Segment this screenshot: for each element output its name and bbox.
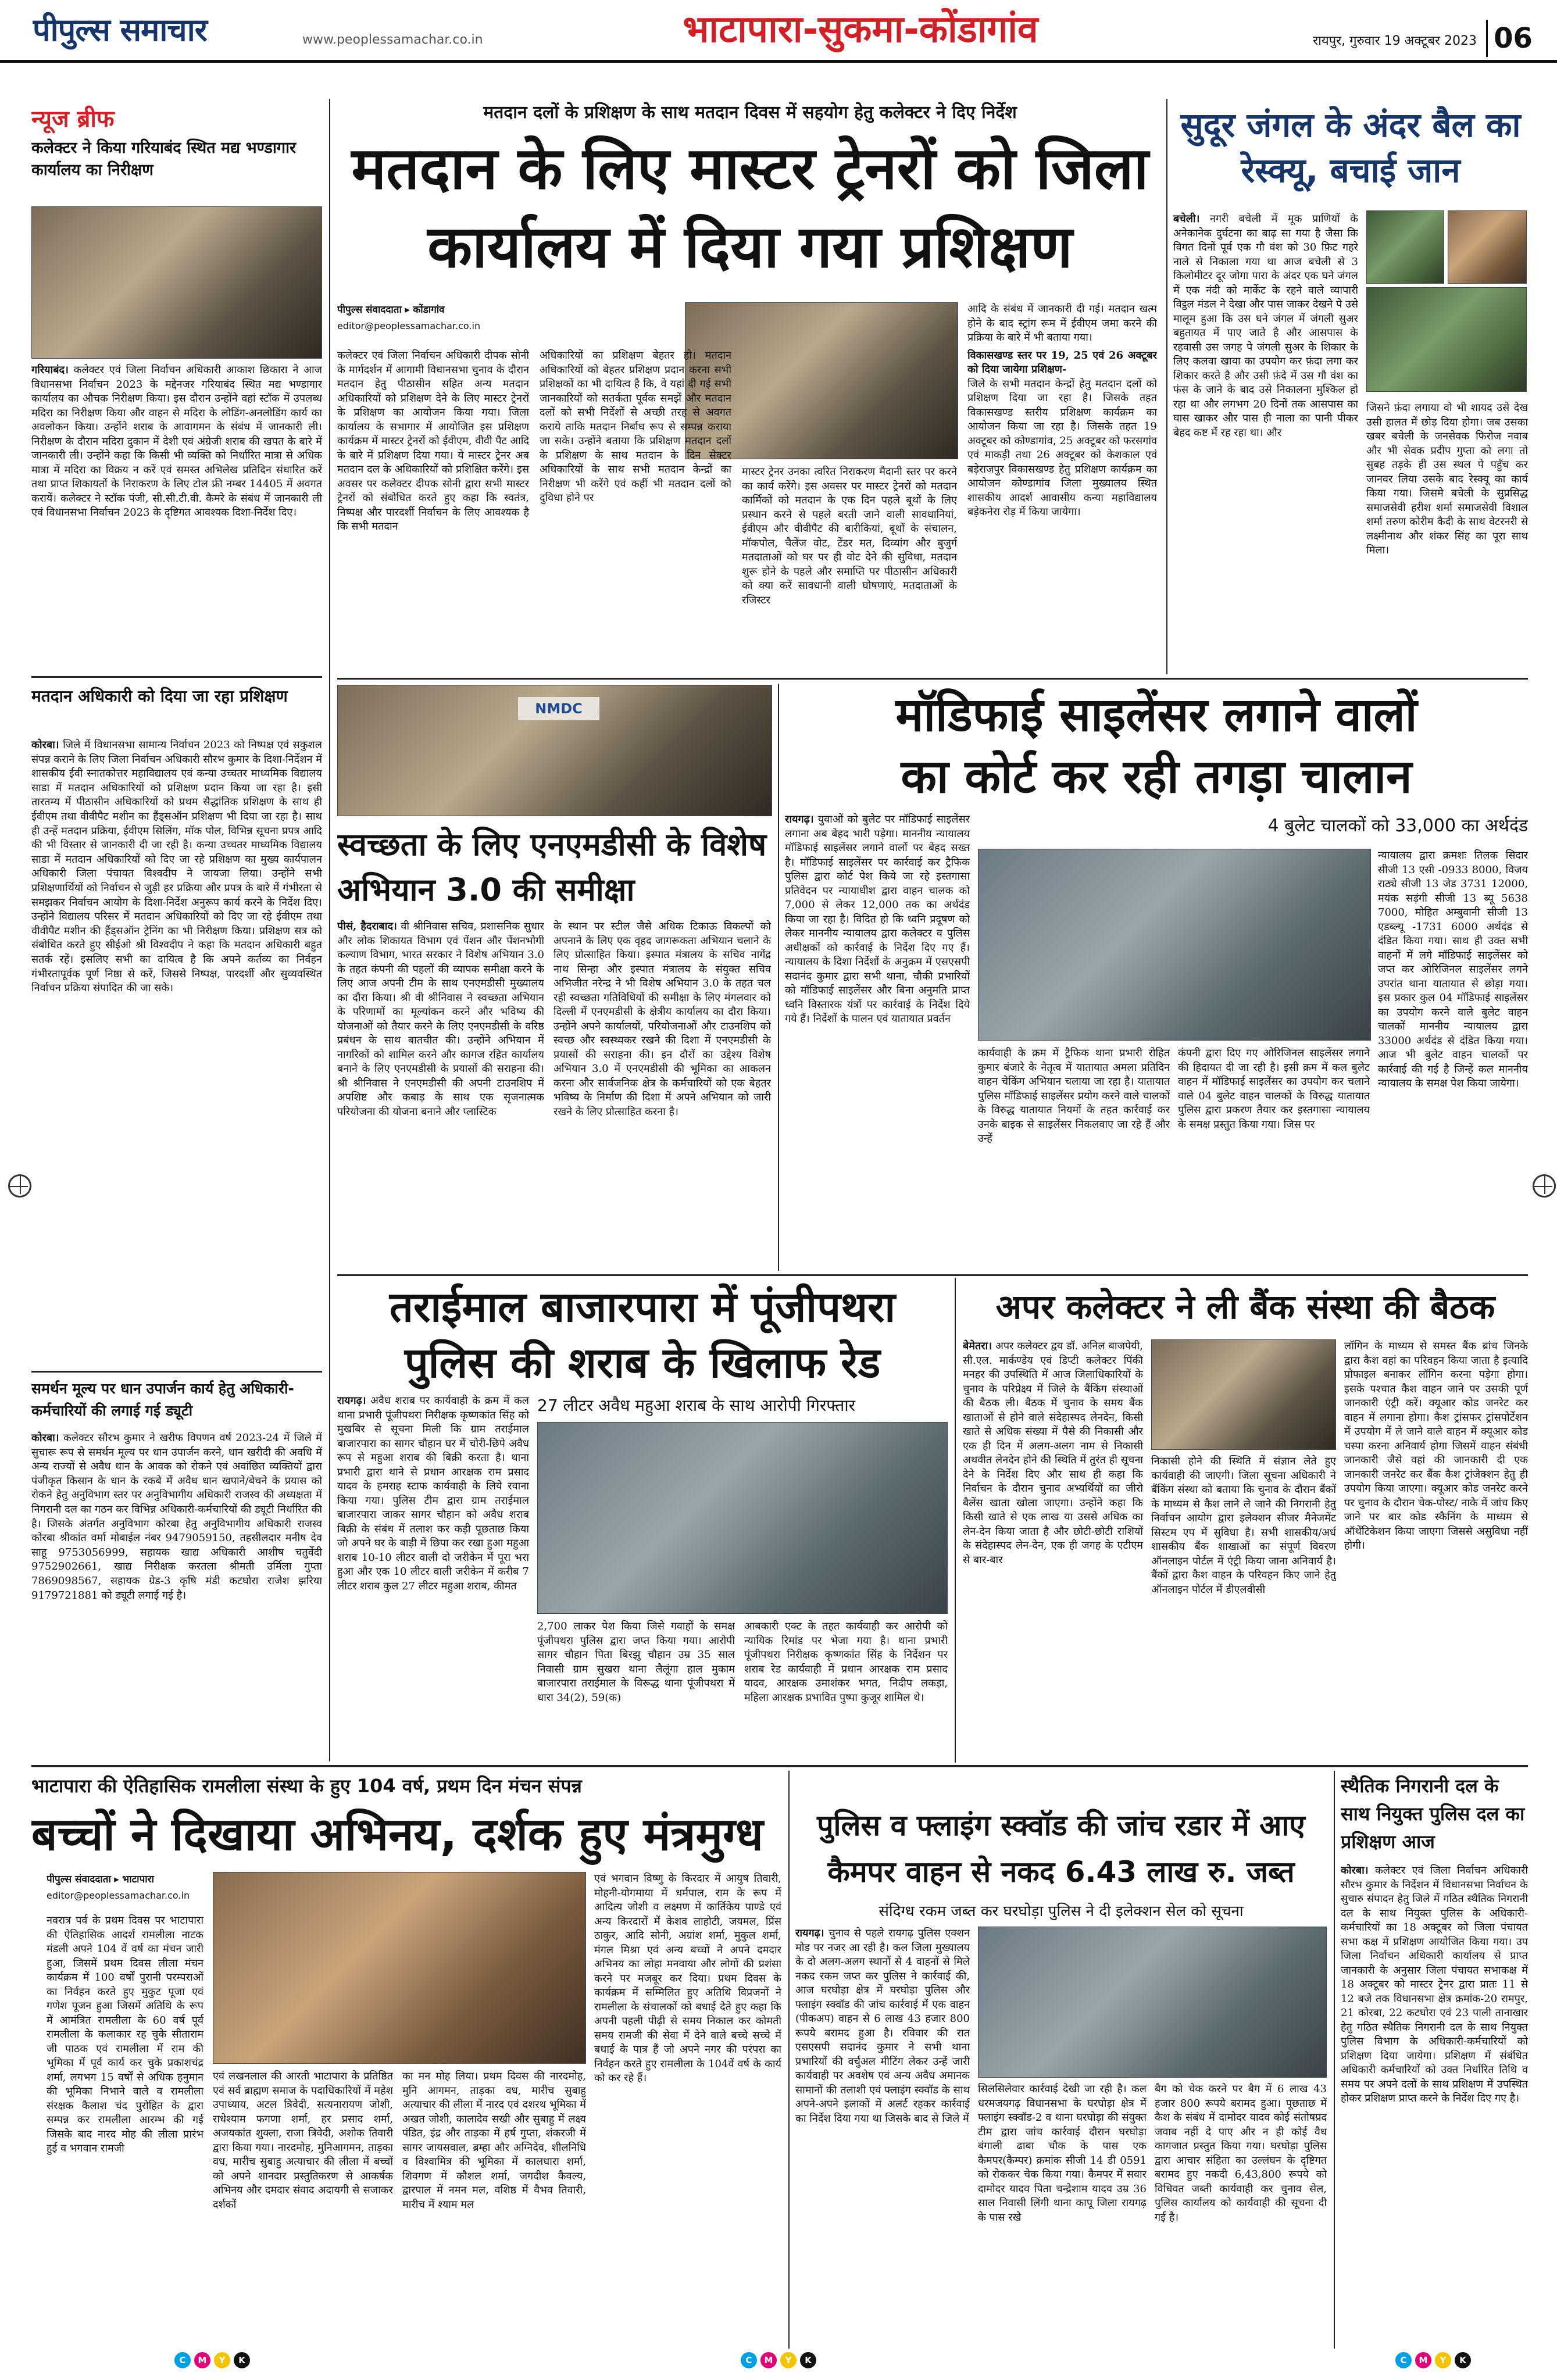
left-story3-dateline: कोरबा। xyxy=(31,1432,59,1444)
flying-headline-line2: कैमपर वाहन से नकद 6.43 लाख रु. जब्त xyxy=(827,1855,1295,1889)
left-story2-body xyxy=(31,738,322,1343)
silencer-headline-line1: मॉडिफाई साइलेंसर लगाने वालों xyxy=(895,688,1417,742)
nmdc-col2: के स्थान पर स्टील जैसे अधिक टिकाऊ विकल्पों को अपनाने के लिए एक वृहद जागरूकता अभियान चलाने के लिए प्रोत्साहित किया। इस्पात मंत्रालय के सचिव नागेंद्र नाथ सिन्हा और इस्पात मंत्रालय के संयुक्त सचिव अभिजीत नरेन्द्र ने भी विशेष अभियान 3.0 के तहत चल रही स्वच्छता गतिविधियों की समीक्षा के लिए मंगलवार को दिल्ली में एनएमडीसी के क्षेत्रीय कार्यालय का दौरा किया। उन्होंने अपने कार्यालयों, परियोजनाओं और टाउनशिप को स्वच्छ और स्वस्थ्यकर रखने की दिशा में एनएमडीसी के प्रयासों की सराहना की। इन दौरों का उद्देश्य विशेष अभियान 3.0 में एनएमडीसी की भूमिका का आकलन करना और सार्वजनिक क्षेत्र के कर्मचारियों को एक बेहतर भविष्य के निर्माण की दिशा में अपने अभियान को जारी रखने के लिए प्रोत्साहित करना है। xyxy=(553,920,771,1118)
left-story2-headline: मतदान अधिकारी को दिया जा रहा प्रशिक्षण xyxy=(31,687,288,706)
lead-col4 xyxy=(967,302,1157,674)
raid-headline-line1: तराईमाल बाजारपारा में पूंजीपथरा xyxy=(389,1282,896,1331)
silencer-photo xyxy=(978,849,1371,1041)
rescue-body xyxy=(1173,212,1358,671)
bank-col2: निकासी होने की स्थिति में संज्ञान लेते हुए कार्यवाही की जाएगी। जिला सूचना अधिकारी ने बैंकिंग संस्था को बताया कि चुनाव के दौरान बैंकों के माध्यम से कैश लाने ले जाने की निगरानी हेतु निर्वाचन आयोग द्वारा इलेक्शन सीजर मैनेजमेंट सिस्टम एप में सुविधा है। सभी शासकीय/अर्ध शासकीय बैंक शाखाओं का संपूर्ण विवरण ऑनलाइन पोर्टल में एंट्री किया जाना अनिवार्य है। बैंकों द्वारा कैश वाहन के परिवहन किए जाने हेतु ऑनलाइन पोर्टल में डीएलवीसी xyxy=(1151,1455,1336,1596)
rescue-photo-1 xyxy=(1366,210,1444,284)
divider xyxy=(337,678,1528,680)
lead-col4-subhead: विकासखण्ड स्तर पर 19, 25 एवं 26 अक्टूबर को दिया जायेगा प्रशिक्षण- xyxy=(967,349,1157,376)
cmyk-bar-right xyxy=(1384,2352,1483,2372)
left-story2-text: जिले में विधानसभा सामान्य निर्वाचन 2023 को निष्पक्ष एवं सकुशल संपन्न कराने के लिए जिला निर्वाचन अधिकारी सौरभ कुमार के दिशा-निर्देशन में शासकीय ईवी स्नातकोत्तर महाविद्यालय एवं कन्या उच्चतर माध्यमिक विद्यालय साडा में मतदान अधिकारियों को प्रशिक्षण प्रदान किया जा रहा है। इसी तारतम्य में पीठासीन अधिकारियों को प्रथम सैद्धांतिक प्रशिक्षण के साथ ही ईवीएम तथा वीवीपैट मशीन का हैंड्सऑन प्रशिक्षण भी दिया जा रहा है। साथ ही उन्हें मतदान प्रक्रिया, ईवीएम सिलिंग, मॉक पोल, विभिन्न सूचना प्रपत्र आदि की भी विस्तार से जानकारी दी जा रही है। कन्या उच्चतर माध्यमिक विद्यालय साडा में मतदान अधिकारियों को दिए जा रहे प्रशिक्षण का मुख्य कार्यपालन अधिकारी जिला पंचायत विश्वदीप ने जायजा लिया। उन्होंने सभी प्रशिक्षणार्थियों को निर्वाचन से जुड़ी हर प्रक्रिया और प्रपत्र के बारे में गंभीरता से समझकर निर्वाचन आयोग के दिशा-निर्देश अनुरूप कार्य करने के निर्देश दिए। उन्होंने विद्यालय परिसर में मतदान अधिकारियों को दिए जा रहे ईवीएम तथा वीवीपैट मशीन की हैंड्सऑन ट्रेनिंग का भी निरीक्षण किया। प्रशिक्षण सत्र को संबोधित करते हुए सीईओ श्री विश्वदीप ने कहा कि मतदान अधिकारी बहुत सतर्क रहें। इसलिए सभी का दायित्व है कि अपने कर्तव्य का निर्वहन गंभीरतापूर्वक पूर्ण निष्ठा से करें, जिससे निष्पक्ष, पारदर्शी और सुव्यवस्थित निर्वाचन प्रक्रिया संपादित की जा सके। xyxy=(31,739,322,995)
nigrani-headline: स्थैतिक निगरानी दल के साथ नियुक्त पुलिस दल का प्रशिक्षण आज xyxy=(1341,1775,1525,1853)
lead-byline: पीपुल्स संवाददाता ▸ कोंडागांव editor@peoplessamachar.co.in xyxy=(337,302,529,340)
nigrani-body xyxy=(1341,1864,1528,2347)
silencer-headline-line2: का कोर्ट कर रही तगड़ा चालान xyxy=(901,749,1412,803)
silencer-subhead: 4 बुलेट चालकों को 33,000 का अर्थदंड xyxy=(1267,816,1528,836)
cmyk-y: Y xyxy=(780,2352,797,2368)
column-divider xyxy=(329,99,330,1761)
cmyk-bar-left xyxy=(163,2352,262,2372)
divider xyxy=(337,1274,1528,1276)
rescue-photo-2 xyxy=(1448,210,1527,284)
bank-col3: लॉगिन के माध्यम से समस्त बैंक ब्रांच जिनके द्वारा कैश वहां का परिवहन किया जाता है इत्यादि प्रोफाइल बनाकर लॉगिन करना पड़ेगा होगा। इसके पश्चात कैश वाहन जाने पर उसकी पूर्ण जानकारी एंट्री करें। क्यूआर कोड जनरेट कर वाहन में लगाना होगा। कैश ट्रांसफर ट्रांसपोर्टेशन में उपयोग में ले जाने वाले वाहन में क्यूआर कोड चस्पा करना अनिवार्य होगा जिसमें वाहन संबंधी जानकारी जैसे वहां की जानकारी दी एक जानकारी जनरेट कर बैंक कैश ट्रांजेक्शन हेतु ही उपयोग किया जाएगा। क्यूआर कोड जनरेट करने पर चुनाव के दौरान चेक-पोस्ट/ नाके में जांच किए जाने पर बार कोड स्कैनिंग के माध्यम से ऑथेंटिकेशन किया जाएगा जिससे असुविधा नहीं होगी। xyxy=(1344,1340,1528,1552)
registration-mark-icon xyxy=(1533,1174,1556,1198)
masthead-url: www.peoplessamachar.co.in xyxy=(302,33,483,47)
raid-col1-text: अवैध शराब पर कार्यवाही के क्रम में कल थाना प्रभारी पूंजीपथरा निरीक्षक कृष्णकांत सिंह को मुखबिर से सूचना मिली कि ग्राम तराईमाल बाजारपारा का सागर चौहान घर में चोरी-छिपे अवैध रूप से महुआ शराब की बिक्री करता है। थाना प्रभारी द्वारा थाने से प्रधान आरक्षक राम प्रसाद यादव के हमराह स्टाफ कार्यवाही के लिये रवाना किया गया। पुलिस टीम द्वारा ग्राम तराईमाल बाजारपारा जाकर सागर चौहान को अवैध शराब बिक्री के संबंध में तलाश कर कड़ी पूछताछ किया जो अपने घर के बाड़ी में छिपा कर रखा हुआ महुआ शराब 10-10 लीटर वाली दो जरीकेन में पूरा भरा हुआ और एक 10 लीटर वाली जरीकेन में करीब 7 लीटर शराब कुल 27 लीटर महुआ शराब, कीमत xyxy=(337,1395,529,1592)
brief-headline: कलेक्टर ने किया गरियाबंद स्थित मद्य भण्डागार कार्यालय का निरीक्षण xyxy=(31,139,297,179)
brief-body xyxy=(31,363,322,671)
ramleela-byline-reporter: पीपुल्स संवाददाता xyxy=(47,1874,111,1885)
raid-photo xyxy=(537,1422,948,1614)
divider xyxy=(31,676,322,678)
lead-byline-reporter: पीपुल्स संवाददाता xyxy=(337,304,402,316)
bank-dateline: बेमेतरा। xyxy=(963,1340,992,1352)
ramleela-kicker: भाटापारा की ऐतिहासिक रामलीला संस्था के हुए 104 वर्ष, प्रथम दिन मंचन संपन्न xyxy=(31,1775,582,1797)
silencer-col2: कार्यवाही के क्रम में ट्रैफिक थाना प्रभारी रोहित कुमार बंजारे के नेतृत्व में यातायात अमला प्रतिदिन वाहन चेकिंग अभियान चलाया जा रहा है। यातायात पुलिस मॉडिफाई साइलेंसर प्रयोग करने वाले चालकों के विरुद्ध यातायात नियमों के तहत कार्रवाई कर उनके बाइक से साइलेंसर निकलवाए जा रहे हैं और उन्हें xyxy=(978,1047,1170,1145)
lead-col3: मास्टर ट्रेनर उनका त्वरित निराकरण मैदानी स्तर पर करने का कार्य करेंगे। इस अवसर पर मास्टर ट्रेनरों को मतदान कार्मिकों को मतदान के एक दिन पहले बूथों के लिए प्रस्थान करने से पहले बरती जाने वाली सावधानियां, ईवीएम और वीवीपैट की बारीकियां, बूथों के संचालन, मॉकपोल, चैलेंज वोट, टेंडर मत, दिव्यांग और बुजुर्ग मतदाताओं को घर पर ही वोट देने की सुविधा, मतदान शुरू होने के पहले और समाप्ति पर पीठासीन अधिकारी को क्या करें सावधानी वाली घोषणाएं, मतदाताओं के रजिस्टर xyxy=(742,466,957,606)
ramleela-col2: एवं लखनलाल की आरती भाटापारा के प्रतिष्ठित एवं सर्व ब्राह्मण समाज के पदाधिकारियों में महेश उपाध्याय, अटल त्रिवेदी, सत्यनारायण जोशी, राधेश्याम फगणा शर्मा, हर प्रसाद शर्मा, अजयकांत शुक्ला, राजा त्रिवेदी, अशोक तिवारी द्वारा किया गया। नारदमोह, मुनिआगमन, ताड़का वध, मारीच सुबाहु अत्याचार की लीला में बच्चों को अपने शानदार प्रस्तुतिकरण से आकर्षक अभिनय और दमदार संवाद अदायगी से सजाकर दर्शकों xyxy=(213,2070,393,2211)
brief-label: न्यूज ब्रीफ xyxy=(31,106,115,133)
lead-col1: कलेक्टर एवं जिला निर्वाचन अधिकारी दीपक सोनी के मार्गदर्शन में आगामी विधानसभा चुनाव के दौरान मतदान हेतु पीठासीन सहित अन्य मतदान अधिकारियों को प्रशिक्षण देने के लिए मास्टर ट्रेनरों के प्रशिक्षण का आयोजन किया गया। जिला कार्यालय के सभागार में आयोजित इस प्रशिक्षण कार्यक्रम में मास्टर ट्रेनरों को ईवीएम, वीवी पैट आदि के बारे में प्रशिक्षण दिया गया। ये मास्टर ट्रेनर अब मतदान दल के अधिकारियों को प्रशिक्षित करेंगे। इस अवसर पर कलेक्टर दीपक सोनी द्वारा सभी मास्टर ट्रेनरों को संबोधित करते हुए कहा कि स्वतंत्र, निष्पक्ष और पारदर्शी निर्वाचन के लिए आवश्यक है कि सभी मतदान xyxy=(337,349,529,533)
flying-col3: बैग को चेक करने पर बैग में 6 लाख 43 हजार 800 रूपये बरामद हुआ। पूछताछ में कैश के संबंध में दामोदर यादव कोई संतोषप्रद जवाब नहीं दे पाए और न ही कोई वैध कागजात प्रस्तुत किया गया। घरघोड़ा पुलिस द्वारा आचार संहिता का उल्लंघन के दृष्टिगत बरामद हुए नकदी 6,43,800 रूपये को विधिवत जब्ती कार्यवाही कर चुनाव सेल, पुलिस कार्यालय को कार्यवाही की सूचना दी गई है। xyxy=(1155,2083,1327,2224)
cmyk-m: M xyxy=(760,2352,777,2368)
lead-headline-line2: कार्यालय में दिया गया प्रशिक्षण xyxy=(427,213,1073,281)
nigrani-text: कलेक्टर एवं जिला निर्वाचन अधिकारी सौरभ कुमार के निर्देशन में विधानसभा निर्वाचन के सुचारु संपादन हेतु जिले में गठित स्थैतिक निगरानी दल के साथ नियुक्त पुलिस के अधिकारी-कर्मचारियों का 18 अक्टूबर को जिला पंचायत सभा कक्ष में प्रशिक्षण आयोजित किया गया। उप जिला निर्वाचन अधिकारी कार्यालय से प्राप्त जानकारी के अनुसार जिला पंचायत सभाकक्ष में 18 अक्टूबर को मास्टर ट्रेनर द्वारा प्रातः 11 से 12 बजे तक विधानसभा क्षेत्र क्रमांक-20 रामपुर, 21 कोरबा, 22 कटघोरा एवं 23 पाली तानाखार हेतु गठित स्थैतिक निगरानी दल के साथ नियुक्त पुलिस विभाग के अधिकारी-कर्मचारियों को प्रशिक्षण दिया जायेगा। प्रशिक्षण में संबंधित अधिकारी कर्मचारियों को उक्त निर्धारित तिथि व समय पर अपने दलों के साथ प्रशिक्षण में उपस्थित होकर प्रशिक्षण प्राप्त करने के निर्देश दिए गए है। xyxy=(1341,1864,1528,2104)
flying-col1-text: चुनाव से पहले रायगढ़ पुलिस एक्शन मोड पर नजर आ रही है। कल जिला मुख्यालय के दो अलग-अलग स्थानों से 4 वाहनों से मिले नकद रकम जप्त कर पुलिस ने कार्रवाई की, आज घरघोड़ा क्षेत्र में घरघोड़ा पुलिस और फ्लाइंग स्क्वॉड की जांच कार्रवाई में एक वाहन (पीकअप) वाहन से 6 लाख 43 हजार 800 रूपये बरामद हुआ है। रविवार की रात एसएसपी सदानंद कुमार ने सभी थाना प्रभारियों की वर्चुअल मीटिंग लेकर उन्हें जारी कार्यवाही पर अवशेष एवं अन्य अवैध अमानक सामानों की तलाशी एवं फ्लाइंग स्क्वॉड के साथ अपने-अपने इलाकों में अलर्ट रहकर कार्रवाई का निर्देश दिया गया था जिसके बाद से जिले में xyxy=(795,1927,970,2125)
raid-dateline: रायगढ़। xyxy=(337,1395,366,1407)
column-divider xyxy=(955,1278,956,1763)
ramleela-byline-place: भाटापारा xyxy=(122,1874,154,1885)
lead-col2: अधिकारियों का प्रशिक्षण बेहतर हो। मतदान अधिकारियों को बेहतर प्रशिक्षण प्रदान करना सभी प्रशिक्षकों का भी दायित्व है कि, वे यहां दी गई सभी जानकारियों को सतर्कता पूर्वक समझें और मतदान दलों को सभी निर्देशों से अच्छी तरह से अवगत कराये ताकि मतदान निर्बाध रूप से सम्पन्न कराया जा सके। उन्होंने बताया कि प्रशिक्षण मतदान दलों के प्रशिक्षण के साथ मतदान के दिन सेक्टर अधिकारियों के साथ सभी मतदान केन्द्रों का निरीक्षण भी करेंगे एवं कहीं भी मतदान दलों को दुविधा होने पर xyxy=(540,349,731,504)
cmyk-k: K xyxy=(800,2352,816,2368)
column-divider xyxy=(778,684,779,1271)
ramleela-byline: पीपुल्स संवाददाता ▸ भाटापारा editor@peoplessamachar.co.in xyxy=(47,1872,203,1909)
silencer-col3: कंपनी द्वारा दिए गए ओरिजिनल साइलेंसर लगाने की हिदायत दी जा रही है। इसी क्रम में कल बुलेट वाहन में मॉडिफाई साइलेंसर का उपयोग कर चलाने वाले 04 बुलेट वाहन चालकों के विरुद्ध यातायात पुलिस द्वारा प्रकरण तैयार कर इस्तगासा न्यायालय के समक्ष प्रस्तुत किया गया। जिस पर xyxy=(1178,1047,1370,1131)
rescue-photo-3 xyxy=(1366,287,1527,392)
lead-email: editor@peoplessamachar.co.in xyxy=(337,320,481,331)
bank-col1-text: अपर कलेक्टर द्वय डॉ. अनिल बाजपेयी, सी.एल. मार्कण्डेय एवं डिप्टी कलेक्टर पिंकी मनहर की उपस्थिति में आज जिलाधिकारियों के चुनाव के परिप्रेक्ष्य में जिले के बैंकिंग संस्थाओं की बैठक ली। बैठक में चुनाव के समय बैंक खाताओं से होने वाले संदेहास्पद लेनदेन, किसी खाते से अधिक संख्या में पैसे की निकासी और एक ही दिन में अलग-अलग नाम से निकासी अथवीत लेनदेन होने की स्थिति में तुरंत ही सूचना देने के निर्देश दिए और साथ ही कहा कि निर्वाचन के दौरान चुनाव अभ्यर्थियों का जीरो बैलेंस खाता खोला जाएगा। उन्होंने कहा कि किसी खाते से एक लाख या उससे अधिक का लेन-देन किया जाता है और छोटी-छोटी राशियों के संदेहास्पद लेन-देन, एक ही जगह के एटीएम से बार-बार xyxy=(963,1340,1143,1566)
nmdc-sign: NMDC xyxy=(518,697,599,720)
flying-photo xyxy=(978,1927,1327,2078)
left-story3-headline: समर्थन मूल्य पर धान उपार्जन कार्य हेतु अधिकारी-कर्मचारियों की लगाई गई ड्यूटी xyxy=(31,1380,294,1419)
brief-dateline: गरियाबंद। xyxy=(31,364,69,376)
silencer-col4: न्यायालय द्वारा क्रमशः तिलक सिदार सीजी 13 एसी -0933 8000, विजय राठ्ये सीजी 13 जेड 3731 12000, मयंक सड़ंगी सीजी 13 ब्यू 5638 7000, मोहित अम्बुवानी सीजी 13 एडब्ल्यू -1731 6000 अर्थदंड से दंडित किया गया। साथ ही उक्त सभी वाहनों में लगे मॉडिफाई साइलेंसर को जप्त कर ओरिजिनल साइलेंसर लगने उपरांत थाना यातायात से छोड़ा गया। इस प्रकार कुल 04 मॉडिफाई साइलेंसर का उपयोग करने वाले बुलेट वाहन चालकों माननीय न्यायालय द्वारा 33000 अर्थदंड से दंडित किया गया। आज भी बुलेट वाहन चालकों पर कार्रवाई की गई है जिन्हें कल माननीय न्यायालय के समक्ष पेश किया जायेगा। xyxy=(1378,849,1528,1089)
silencer-col1 xyxy=(785,813,970,1272)
page-number: 06 xyxy=(1486,20,1538,57)
nmdc-dateline: पीसं, हैदराबाद। xyxy=(337,920,397,932)
nmdc-col1-text: वी श्रीनिवास सचिव, प्रशासनिक सुधार और लोक शिकायत विभाग एवं पेंशन और पेंशनभोगी कल्याण विभाग, भारत सरकार ने विशेष अभियान 3.0 के तहत कंपनी की पहलों की व्यापक समीक्षा करने के लिए आज अपनी टीम के साथ एनएमडीसी मुख्यालय का दौरा किया। श्री वी श्रीनिवास ने स्वच्छता अभियान के परिणामों का मूल्यांकन करने और भविष्य की योजनाओं को तैयार करने के लिए एनएमडीसी के वरिष्ठ प्रबंधन के साथ बातचीत की। उन्होंने अभियान में नागरिकों को शामिल करने और कागज रहित कार्यालय बनाने के लिए एनएमडीसी के प्रयासों की सराहना की। श्री श्रीनिवास ने एनएमडीसी की अपनी टाउनशिप में अपशिष्ट और कबाड़ के साथ एक सृजनात्मक परियोजना की योजना बनाने और प्लास्टिक xyxy=(337,920,544,1118)
column-divider xyxy=(1166,99,1167,674)
brief-text: कलेक्टर एवं जिला निर्वाचन अधिकारी आकाश छिकारा ने आज विधानसभा निर्वाचन 2023 के मद्देनजर गरियाबंद स्थित मद्य भण्डागार कार्यालय का औचक निरीक्षण किया। इस दौरान उन्होंने वहां स्टॉक में उपलब्ध मदिरा का निरीक्षण किया और वाहन से मदिरा के लोडिंग-अनलोडिंग कार्य का अवलोकन किया। उन्होंने शराब के आवागमन के संबंध में जानकारी ली।निरीक्षण के दौरान मदिरा दुकान में देशी एवं अंग्रेजी शराब की खपत के बारे में जानकारी ली। उन्होंने कहा कि किसी भी व्यक्ति को निर्धारित मात्रा से अधिक मात्रा में मदिरा का विक्रय न करें एवं समस्त अभिलेख प्रतिदिन संधारित करें तथा प्राप्त शिकायतों के निराकरण के लिए टोल फ्री नम्बर 14405 में अवगत करायें। कलेक्टर ने स्टॉक पंजी, सी.सी.टी.वी. कैमरे के संबंध में जानकारी ली एवं विधानसभा निर्वाचन 2023 के दृष्टिगत आवश्यक दिशा-निर्देश दिए। xyxy=(31,364,322,519)
raid-col2: 2,700 लाकर पेश किया जिसे गवाहों के समक्ष पूंजीपथरा पुलिस द्वारा जप्त किया गया। आरोपी सागर चौहान पिता बिरझु चौहान उम्र 35 साल निवासी ग्राम सुखरा थाना लैलूंगा हाल मुकाम बाजारपारा तराईमाल के विरूद्ध थाना पूंजीपथरा में धारा 34(2), 59(क) xyxy=(537,1620,735,1704)
cmyk-c: C xyxy=(174,2352,191,2368)
left-story3-body xyxy=(31,1431,322,1757)
section-title: भाटापारा-सुकमा-कोंडागांव xyxy=(683,8,1038,51)
ramleela-headline: बच्चों ने दिखाया अभिनय, दर्शक हुए मंत्रमुग्ध xyxy=(31,1809,763,1861)
raid-col1 xyxy=(337,1394,529,1761)
flying-subhead: संदिग्ध रकम जब्त कर घरघोड़ा पुलिस ने दी इलेक्शन सेल को सूचना xyxy=(879,1903,1244,1920)
bank-col1 xyxy=(963,1339,1143,1761)
silencer-col1-text: युवाओं को बुलेट पर मॉडिफाई साइलेंसर लगाना अब बेहद भारी पड़ेगा। माननीय न्यायालय मॉडिफाई साइलेंसर लगाने वालों पर बेहद सख्त है। मॉडिफाई साइलेंसर पर कार्रवाई कर ट्रैफिक पुलिस द्वारा कोर्ट पेश किये जा रहे इस्तगासा प्रतिवेदन पर न्यायाधीश द्वारा वाहन चालक को 7,000 से लेकर 12,000 तक का अर्थदंड किया जा रहा है। विदित हो कि ध्वनि प्रदूषण को लेकर माननीय न्यायालय द्वारा कलेक्टर व पुलिस अधीक्षकों को कार्रवाई के निर्देश दिए गए हैं। न्यायालय के दिशा निर्देशों के अनुक्रम में एसएसपी सदानंद कुमार द्वारा सभी थाना, चौकी प्रभारियों को मॉडिफाई साइलेंसर और बिना अनुमति प्राप्त ध्वनि विस्तारक यंत्रों पर कार्रवाई के निर्देश दिये गये हैं। निर्देशों के पालन एवं यातायात प्रवर्तन xyxy=(785,813,970,1025)
cmyk-c: C xyxy=(1395,2352,1412,2368)
flying-col2: सिलसिलेवार कार्रवाई देखी जा रही है। कल धरमजयगढ़ विधानसभा के घरघोड़ा क्षेत्र में फ्लाइंग स्क्वॉड-2 व थाना घरघोड़ा की संयुक्त टीम द्वारा जांच कार्रवाई दौरान घरघोड़ा बंगाली ढाबा चौक के पास एक कैमपर(कैम्पर) क्रमांक सीजी 14 डी 0591 को रोककर चेक किया गया। कैमपर में सवार दामोदर यादव पिता चन्द्रेशाम यादव उम्र 36 साल निवासी लिंगी थाना कापू जिला रायगढ़ के पास रखे xyxy=(978,2083,1147,2224)
lead-kicker: मतदान दलों के प्रशिक्षण के साथ मतदान दिवस में सहयोग हेतु कलेक्टर ने दिए निर्देश xyxy=(483,102,1017,123)
cmyk-m: M xyxy=(194,2352,210,2368)
column-divider xyxy=(1334,1771,1335,2349)
registration-mark-icon xyxy=(8,1174,31,1198)
divider xyxy=(31,1371,322,1373)
masthead-logo xyxy=(33,7,219,53)
raid-headline-line2: पुलिस की शराब के खिलाफ रेड xyxy=(404,1338,881,1387)
cmyk-k: K xyxy=(1455,2352,1471,2368)
flying-headline-line1: पुलिस व फ्लाइंग स्क्वॉड की जांच रडार में आए xyxy=(817,1809,1305,1842)
cmyk-bar-center xyxy=(729,2352,828,2372)
rescue-headline: सुदूर जंगल के अंदर बैल का रेस्क्यू, बचाई जान xyxy=(1180,105,1521,190)
masthead xyxy=(0,0,1557,63)
cmyk-c: C xyxy=(741,2352,757,2368)
nmdc-headline: स्वच्छता के लिए एनएमडीसी के विशेष अभियान 3.0 की समीक्षा xyxy=(337,826,767,908)
nigrani-dateline: कोरबा। xyxy=(1341,1864,1369,1877)
column-divider xyxy=(788,1771,790,2349)
bank-headline: अपर कलेक्टर ने ली बैंक संस्था की बैठक xyxy=(995,1287,1495,1327)
bank-photo xyxy=(1151,1339,1336,1450)
lead-col4-text: आदि के संबंध में जानकारी दी गई। मतदान खत्म होने के बाद स्ट्रांग रूम में ईवीएम जमा करने की प्रक्रिया के बारे में भी बताया गया। xyxy=(967,303,1157,344)
rescue-dateline: बचेली। xyxy=(1173,213,1200,225)
lead-col4b-text: जिले के सभी मतदान केन्द्रों हेतु मतदान दलों को प्रशिक्षण दिया जा रहा है। जिसके तहत विकासखण्ड स्तरीय प्रशिक्षण कार्यक्रम का आयोजन किया जा रहा है। जिसके तहत 19 अक्टूबर को कोण्डागांव, 25 अक्टूबर को फरसगांव एवं माकड़ी तथा 26 अक्टूबर को केशकाल एवं बड़ेराजपुर विकासखण्ड हेतु प्रशिक्षण कार्यक्रम का आयोजन कोण्डागांव जिला मुख्यालय स्थित शासकीय आदर्श आवासीय कन्या महाविद्यालय बड़ेकनेरा रोड़ में किया जायेगा। xyxy=(967,377,1157,518)
raid-col3: आबकारी एक्ट के तहत कार्यवाही कर आरोपी को न्यायिक रिमांड पर भेजा गया है। थाना प्रभारी पूंजीपथरा निरीक्षक कृष्णकांत सिंह के निर्देशन पर शराब रेड कार्यवाही में प्रधान आरक्षक राम प्रसाद यादव, आरक्षक उमाशंकर भगत, निदीप लकड़ा, महिला आरक्षक प्रभावित पुष्पा कुजूर शामिल थे। xyxy=(744,1620,948,1704)
flying-dateline: रायगढ़। xyxy=(795,1927,824,1939)
brief-photo xyxy=(31,206,322,359)
cmyk-k: K xyxy=(234,2352,250,2368)
raid-subhead: 27 लीटर अवैध महुआ शराब के साथ आरोपी गिरफ्तार xyxy=(537,1396,856,1415)
cmyk-y: Y xyxy=(1435,2352,1451,2368)
cmyk-y: Y xyxy=(214,2352,230,2368)
ramleela-col1: नवरात्र पर्व के प्रथम दिवस पर भाटापारा की ऐतिहासिक आदर्श रामलीला नाटक मंडली अपने 104 वें वर्ष का मंचन जारी हुआ, जिसमें प्रथम दिवस लीला मंचन कार्यक्रम में 100 वर्षों पुरानी परम्पराओं का निर्वहन करते हुए मुकुट पूजा एवं गणेश पूजन हुआ जिसमें अतिथि के रूप में आमंत्रित रामलीला के 60 वर्ष पूर्व रामलीला के कलाकार रह चुके सीताराम जी पाठक एवं रामलीला में राम की भूमिका में पूर्व कार्य कर चुके प्रकाशचंद्र शर्मा, लगभग 15 वर्षों से अधिक हनुमान की भूमिका निभाने वाले व रामलीला संरक्षक कैलाश चंद पुरोहित के द्वारा सम्पन्न कर रामलीला आरम्भ की गई जिसके बाद नारद मोह की लीला प्रारंभ हुई व भगवान रामजी xyxy=(47,1914,203,2154)
lead-byline-place: कोंडागांव xyxy=(413,304,445,316)
rescue-text: नगरी बचेली में मूक प्राणियों के अनेकानेक दुर्घटना का बाढ़ सा गया है जैसा कि विगत दिनों पूर्व एक गौ वंश को 30 फ़िट गहरे नाले से निकाला गया था आज बचेली से 3 किलोमीटर दूर जोगा पारा के अंदर एक घने जंगल में एक नंदी को मार्केट के रहने वाले व्यापारी विट्ठल मंडल ने देखा और पास जाकर देखने पे उसे मालूम हुआ कि उस घने जंगल में जंगली सुअर बहुतायत में पाए जाते है और आसपास के रहवासी उस जगह पे जंगली सुअर के शिकार के लिए कलवा खाया का उपयोग कर फ़ंदा लगा कर शिकार करते है और उसी फ़ंदे में उस गौ वंश का फंस के जाने के बाद उसे निकालना मुश्किल हो रहा था और लगभग 20 दिनों तक आसपास का घास खाकर और पास ही नाला का पानी पीकर बेहद कष्ट में रह रहा था। और xyxy=(1173,213,1358,439)
divider xyxy=(31,1765,1528,1767)
left-story3-text: कलेक्टर सौरभ कुमार ने खरीफ विपणन वर्ष 2023-24 में जिले में सुचारू रूप से समर्थन मूल्य पर धान उपार्जन करने, धान खरीदी की अवधि में अन्य राज्यों से अवैध धान के आवक को रोकने एवं अवांछित व्यक्तियों द्वारा पंजीकृत किसान के धान के रकबे में अवैध धान खपाने/बेचने के प्रयास को रोकने हेतु अनुविभाग स्तर पर अनुविभागीय अधिकारी राजस्व की अध्यक्षता में निगरानी दल का गठन कर विभिन्न अधिकारी-कर्मचारियों की ड्यूटी निर्धारित की है। जिसके अंतर्गत अनुविभाग कोरबा हेतु अनुविभागीय अधिकारी राजस्व कोरबा श्रीकांत वर्मा मोबाईल नंबर 9479059150, तहसीलदार मनीष देव साहू 9753056999, सहायक खाद्य अधिकारी आशीष चतुर्वेदी 9752902661, खाद्य निरीक्षक करतला श्रीमती उर्मिला गुप्ता 7869098567, सहायक ग्रेड-3 कृषि मंडी कटघोरा राजेश झरिया 9179721881 को ड्यूटी लगाई गई है। xyxy=(31,1432,322,1602)
nmdc-photo xyxy=(337,685,772,816)
flying-col1 xyxy=(795,1927,970,2347)
rescue-body2: जिसने फ़ंदा लगाया वो भी शायद उसे देख उसी हालत में छोड़ दिया होगा। जब उसका खबर बचेली के जनसेवक फिरोज नवाब और भी सेवक प्रदीप गुप्ता को लगा तो सुबह तड़के ही उस स्थल पे पहुँच कर जानवर लिया उसके बाद रेस्क्यू का कार्य किया गया। जिसमे बचेली के सुप्रसिद्ध समाजसेवी हरीश शर्मा समाजसेवी विशाल शर्मा तरुण कोरीम कैदी के साथ वेटरनरी से लक्ष्मीनाथ और शंकर सिंह का पूरा साथ मिला। xyxy=(1366,402,1528,556)
left-story2-dateline: कोरबा। xyxy=(31,739,59,751)
logo-text: पीपुल्स समाचार xyxy=(33,12,207,48)
lead-headline-line1: मतदान के लिए मास्टर ट्रेनरों को जिला xyxy=(351,134,1149,202)
ramleela-photo xyxy=(213,1872,586,2064)
ramleela-email: editor@peoplessamachar.co.in xyxy=(47,1890,190,1901)
cmyk-m: M xyxy=(1415,2352,1431,2368)
silencer-dateline: रायगढ़। xyxy=(785,813,814,826)
ramleela-col4: एवं भगवान विष्णु के किरदार में आयुष तिवारी, मोहनी-योगमाया में धर्मपाल, राम के रूप में आदित्य जोशी व लक्ष्मण में कार्तिकेय पाण्डे एवं अन्य किरदारों में केशव लाहोटी, जयमल, प्रिंस ठाकुर, आदि सोनी, अग्रांश शर्मा, मुकुल शर्मा, मंगल मिश्रा एवं अन्य बच्चों ने अपने दमदार अभिनय का लोहा मनवाया और लोगों की प्रशंसा करने पर मजबूर कर दिया। प्रथम दिवस के कार्यक्रम में सम्मिलित हुए अतिथि विप्रजनों ने रामलीला के संचालकों को बधाई देते हुए कहा कि अपनी पहली पीढ़ी से समय निकाल कर कोमती समय रामजी की सेवा में देने वाले बच्चे सच्चे में बधाई के पात्र हैं जो अपने नगर की परंपरा का निर्वहन करते हुए रामलीला के 104वें वर्ष के कार्य को कर रहे हैं। xyxy=(594,1872,781,2084)
news-brief xyxy=(31,102,322,201)
ramleela-col3: का मन मोह लिया। प्रथम दिवस की नारदमोह, मुनि आगमन, ताड़का वध, मारीच सुबाहु अत्याचार की लीला में नारद एवं दशरथ भूमिका में अखत जोशी, कालादेव सखी और सुबाहु में लक्ष्य पंडित, इंद्र और ताड़का में हर्ष गुप्ता, शंकरजी में सागर जायसवाल, ब्रम्हा और अग्निदेव, शीलनिधि व विश्वामित्र की भूमिका में कालधारा शर्मा, शिवगण में कौशल शर्मा, जगदीश कैवल्य, द्वारपाल में नमन मल, वशिष्ठ में वैभव तिवारी, मारीच में श्याम मल xyxy=(402,2070,586,2211)
issue-date: रायपुर, गुरुवार 19 अक्टूबर 2023 xyxy=(1313,34,1477,48)
